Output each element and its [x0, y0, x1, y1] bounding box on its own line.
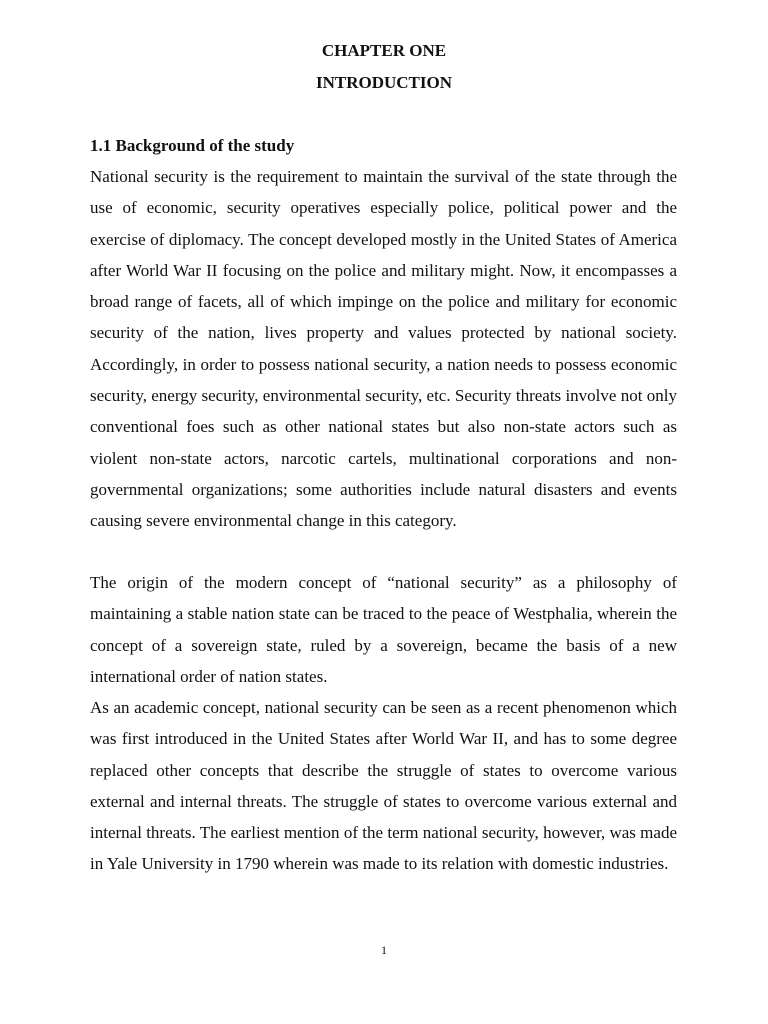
- paragraph-3: As an academic concept, national security can be seen as a recent phenomenon which was first introduced in the United States after World War II, and has to some degree replaced other concepts that describe the struggle of states to overcome various external and internal threats. The struggle of states to overcome various external and internal threats. The earliest mention of the term national security, however, was made in Yale University in 1790 wherein was made to its relation with domestic industries.: [90, 698, 677, 874]
- section-heading: 1.1 Background of the study: [90, 136, 295, 155]
- paragraph-2: The origin of the modern concept of “national security” as a philosophy of maintaining a stable nation state can be traced to the peace of Westphalia, wherein the concept of a sovereign state, ruled by a sovereign, became the basis of a new international order of nation states.: [90, 573, 677, 686]
- paragraph-1: National security is the requirement to maintain the survival of the state through the use of economic, security operatives especially police, political power and the exercise of diplomacy. The concept developed mostly in the United States of America after World War II focusing on the police and military might. Now, it encompasses a broad range of facets, all of which impinge on the police and military for economic security of the nation, lives property and values protected by national society. Accordingly, in order to possess national security, a nation needs to possess economic security, energy security, environmental security, etc. Security threats involve not only conventional foes such as other national states but also non-state actors such as violent non-state actors, narcotic cartels, multinational corporations and non-governmental organizations; some authorities include natural disasters and events causing severe environmental change in this category.: [90, 167, 677, 531]
- chapter-label: CHAPTER ONE: [321, 41, 447, 60]
- page-number: 1: [381, 943, 387, 957]
- chapter-title: INTRODUCTION: [315, 73, 453, 92]
